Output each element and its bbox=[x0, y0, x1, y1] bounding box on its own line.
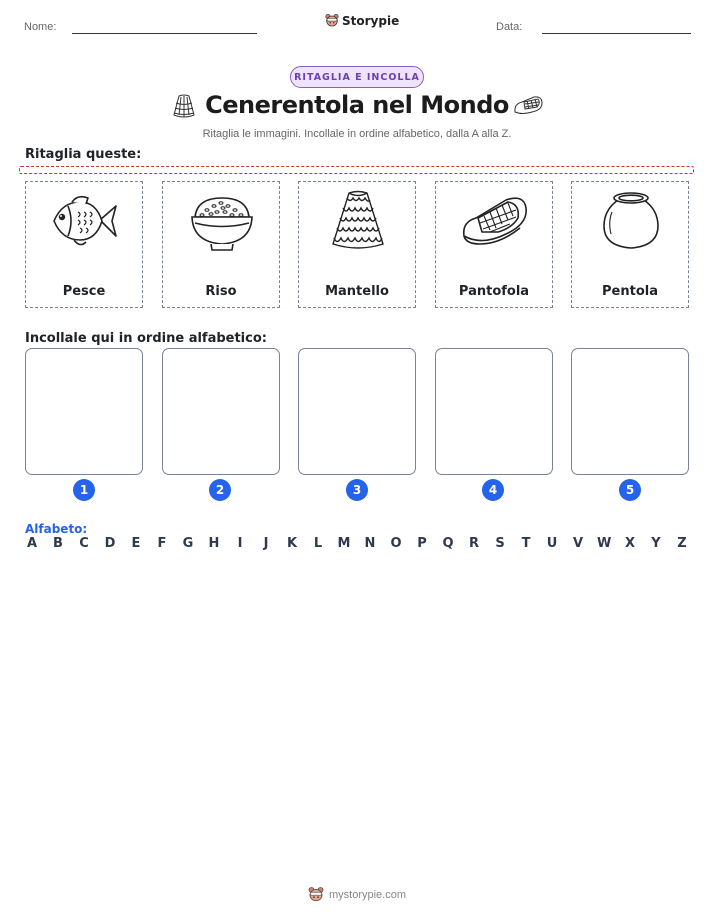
alphabet-letter: R bbox=[468, 536, 479, 551]
cut-card-riso[interactable] bbox=[162, 181, 280, 308]
paste-slot-5[interactable] bbox=[571, 348, 689, 475]
fish-icon bbox=[50, 190, 120, 252]
alphabet-letter: J bbox=[263, 536, 269, 551]
paste-section-heading: Incollale qui in ordine alfabetico: bbox=[25, 331, 267, 346]
alphabet-letter: B bbox=[53, 536, 63, 551]
alphabet-letter: O bbox=[390, 536, 402, 551]
alphabet-letter: Y bbox=[651, 536, 661, 551]
paste-slot-3[interactable] bbox=[298, 348, 416, 475]
footer bbox=[0, 886, 714, 903]
alphabet-letter: G bbox=[182, 536, 194, 551]
alphabet-letter: X bbox=[624, 536, 636, 551]
alphabet-letter: F bbox=[157, 536, 167, 551]
alphabet-letter: Z bbox=[677, 536, 687, 551]
alphabet-letter: N bbox=[364, 536, 376, 551]
cut-card-pentola[interactable] bbox=[571, 181, 689, 308]
alphabet-letter: Q bbox=[442, 536, 454, 551]
slipper-icon bbox=[512, 94, 544, 118]
alphabet-letter: U bbox=[546, 536, 558, 551]
alphabet-letter: D bbox=[104, 536, 116, 551]
alphabet-letter: S bbox=[495, 536, 505, 551]
cloak-icon bbox=[323, 190, 393, 252]
alphabet-letter: P bbox=[417, 536, 427, 551]
cut-card-mantello[interactable] bbox=[298, 181, 416, 308]
alphabet-letter: C bbox=[79, 536, 89, 551]
alphabet-letter: L bbox=[313, 536, 323, 551]
paste-slot-2[interactable] bbox=[162, 348, 280, 475]
date-line bbox=[542, 33, 691, 34]
slot-number-4: 4 bbox=[482, 479, 504, 501]
alphabet-heading: Alfabeto: bbox=[25, 522, 88, 536]
paste-slot-1[interactable] bbox=[25, 348, 143, 475]
slot-number-5: 5 bbox=[619, 479, 641, 501]
card-label: Pentola bbox=[602, 284, 658, 299]
alphabet-letter: V bbox=[572, 536, 584, 551]
slot-number-3: 3 bbox=[346, 479, 368, 501]
brand-name: Storypie bbox=[342, 13, 400, 28]
card-label: Mantello bbox=[325, 284, 389, 299]
slot-number-1: 1 bbox=[73, 479, 95, 501]
instructions: Ritaglia le immagini. Incollale in ordine alfabetico, dalla A alla Z. bbox=[202, 128, 512, 140]
date-label: Data: bbox=[496, 21, 523, 33]
alphabet-row bbox=[25, 536, 689, 551]
alphabet-letter: W bbox=[597, 536, 612, 551]
rice-bowl-icon bbox=[187, 190, 257, 252]
alphabet-letter: T bbox=[521, 536, 531, 551]
alphabet-letter: M bbox=[337, 536, 351, 551]
bear-mascot-icon bbox=[325, 13, 339, 28]
slot-number-2: 2 bbox=[209, 479, 231, 501]
bear-mascot-icon bbox=[308, 886, 324, 903]
card-label: Riso bbox=[205, 284, 237, 299]
slipper-icon bbox=[460, 190, 530, 252]
card-label: Pantofola bbox=[458, 284, 530, 299]
cut-card-pesce[interactable] bbox=[25, 181, 143, 308]
activity-type-badge: RITAGLIA E INCOLLA bbox=[290, 66, 424, 88]
footer-url: mystorypie.com bbox=[328, 888, 407, 901]
name-label: Nome: bbox=[24, 21, 57, 33]
name-line bbox=[72, 33, 257, 34]
card-label: Pesce bbox=[62, 284, 106, 299]
cut-section-heading: Ritaglia queste: bbox=[25, 147, 142, 162]
page-title: Cenerentola nel Mondo bbox=[205, 91, 509, 119]
brand-logo bbox=[325, 13, 399, 28]
cut-line bbox=[19, 166, 694, 174]
alphabet-letter: H bbox=[208, 536, 220, 551]
alphabet-letter: K bbox=[286, 536, 298, 551]
alphabet-letter: E bbox=[131, 536, 141, 551]
alphabet-letter: A bbox=[26, 536, 38, 551]
pot-icon bbox=[596, 190, 666, 252]
paste-slot-4[interactable] bbox=[435, 348, 553, 475]
cut-card-pantofola[interactable] bbox=[435, 181, 553, 308]
alphabet-letter: I bbox=[237, 536, 243, 551]
